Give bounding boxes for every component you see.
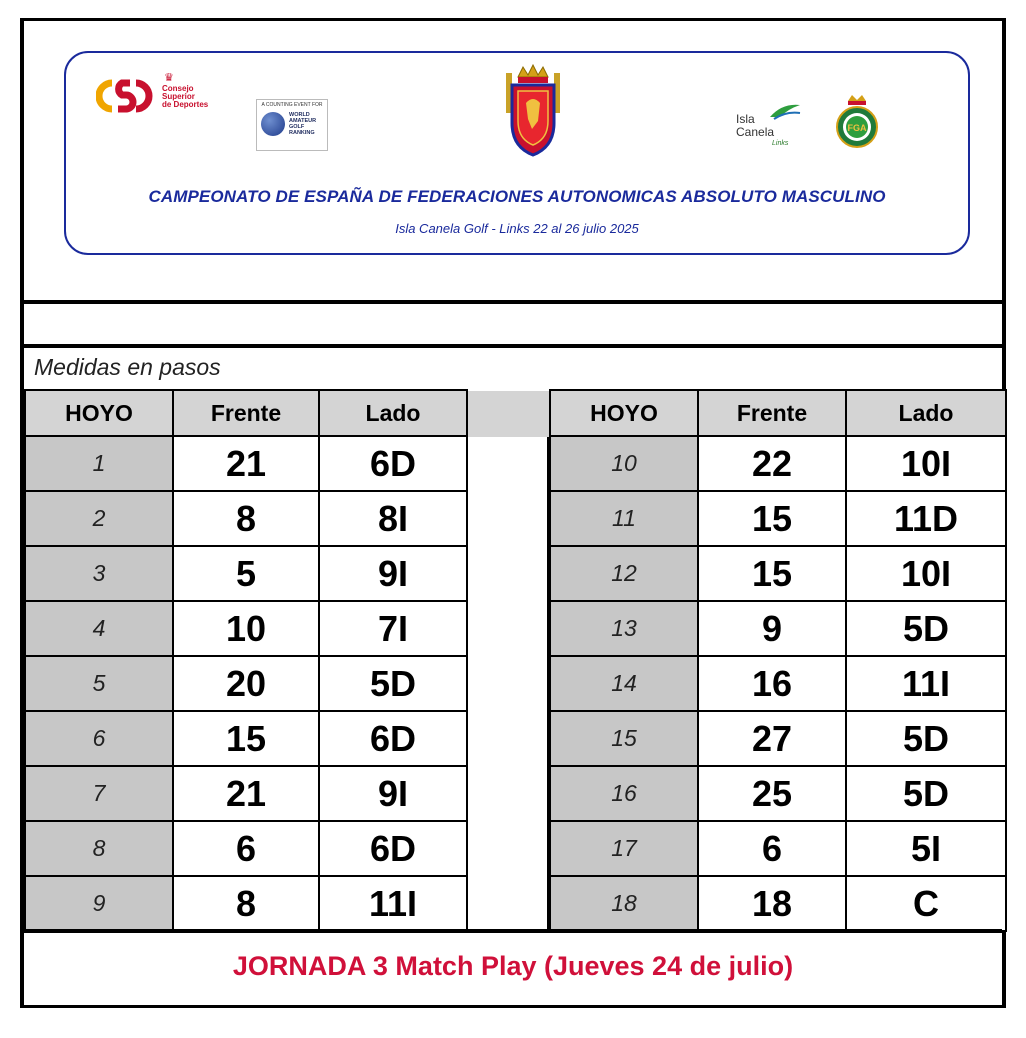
hole-number: 13 (550, 601, 698, 656)
hole-number: 17 (550, 821, 698, 876)
hole-number: 10 (550, 436, 698, 491)
hole-frente: 6 (173, 821, 319, 876)
hole-lado: 7I (319, 601, 467, 656)
hole-lado: C (846, 876, 1006, 931)
table-row (25, 436, 467, 491)
hole-lado: 11D (846, 491, 1006, 546)
isla-line1: Isla (736, 112, 755, 126)
federation-crest-icon (498, 63, 568, 159)
page-title: CAMPEONATO DE ESPAÑA DE FEDERACIONES AUTONOMICAS ABSOLUTO MASCULINO (148, 187, 886, 206)
csd-line1: Consejo (162, 84, 194, 93)
wagr-line3: GOLF (289, 124, 305, 130)
hole-lado: 5D (319, 656, 467, 711)
divider-top (24, 300, 1002, 304)
table-row (25, 491, 467, 546)
hole-lado: 6D (319, 711, 467, 766)
hole-lado: 9I (319, 546, 467, 601)
fga-crest-icon (832, 93, 882, 151)
table-row (25, 601, 467, 656)
hole-number: 4 (25, 601, 173, 656)
hole-number: 14 (550, 656, 698, 711)
golf-ball-icon (261, 112, 285, 136)
hole-frente: 21 (173, 766, 319, 821)
wagr-line1: WORLD (289, 112, 310, 118)
table-row (550, 601, 1006, 656)
wagr-line4: RANKING (289, 130, 315, 136)
hole-number: 7 (25, 766, 173, 821)
wagr-logo (256, 99, 328, 151)
holes-table-back (549, 389, 1007, 932)
table-row (550, 491, 1006, 546)
hole-number: 16 (550, 766, 698, 821)
col-frente: Frente (173, 390, 319, 436)
table-row (550, 711, 1006, 766)
hole-frente: 5 (173, 546, 319, 601)
units-note: Medidas en pasos (34, 354, 221, 380)
hole-frente: 15 (698, 491, 846, 546)
hole-frente: 15 (698, 546, 846, 601)
col-hoyo: HOYO (25, 390, 173, 436)
hole-lado: 5D (846, 601, 1006, 656)
wagr-top: A COUNTING EVENT FOR (261, 102, 323, 108)
isla-canela-logo (732, 99, 804, 151)
hole-frente: 21 (173, 436, 319, 491)
hole-frente: 10 (173, 601, 319, 656)
holes-table-front (24, 389, 468, 932)
table-row (25, 821, 467, 876)
hole-number: 9 (25, 876, 173, 931)
table-row (25, 876, 467, 931)
hole-number: 18 (550, 876, 698, 931)
federation-crest-logo (498, 63, 568, 159)
csd-line3: de Deportes (162, 100, 209, 109)
table-row (550, 876, 1006, 931)
table-row (550, 436, 1006, 491)
hole-number: 5 (25, 656, 173, 711)
hole-frente: 8 (173, 876, 319, 931)
csd-line2: Superior (162, 92, 195, 101)
isla-line2: Canela (736, 125, 775, 139)
table-row (25, 711, 467, 766)
hole-lado: 11I (846, 656, 1006, 711)
col-lado: Lado (319, 390, 467, 436)
table-row (550, 656, 1006, 711)
csd-mark-icon (96, 79, 158, 113)
table-row (25, 546, 467, 601)
divider-mid (24, 344, 1002, 348)
hole-frente: 18 (698, 876, 846, 931)
hole-lado: 9I (319, 766, 467, 821)
gap-column (466, 437, 549, 931)
hole-frente: 15 (173, 711, 319, 766)
hole-frente: 8 (173, 491, 319, 546)
table-row (25, 656, 467, 711)
col-frente: Frente (698, 390, 846, 436)
hole-number: 11 (550, 491, 698, 546)
hole-frente: 16 (698, 656, 846, 711)
hole-frente: 9 (698, 601, 846, 656)
hole-lado: 5D (846, 766, 1006, 821)
hole-lado: 5D (846, 711, 1006, 766)
hole-frente: 25 (698, 766, 846, 821)
table-row (550, 546, 1006, 601)
hole-number: 3 (25, 546, 173, 601)
table-header-row (25, 390, 467, 436)
isla-line3: Links (772, 140, 789, 147)
wave-icon (768, 101, 802, 121)
page-subtitle: Isla Canela Golf - Links 22 al 26 julio 2025 (395, 221, 639, 236)
gap-header (466, 391, 549, 437)
table-header-row (550, 390, 1006, 436)
hole-frente: 27 (698, 711, 846, 766)
fga-logo (832, 93, 882, 151)
hole-number: 8 (25, 821, 173, 876)
hole-lado: 8I (319, 491, 467, 546)
divider-bottom (24, 929, 1002, 933)
hole-number: 15 (550, 711, 698, 766)
hole-number: 2 (25, 491, 173, 546)
hole-lado: 6D (319, 436, 467, 491)
hole-number: 6 (25, 711, 173, 766)
hole-lado: 5I (846, 821, 1006, 876)
csd-logo (96, 73, 236, 121)
hole-lado: 6D (319, 821, 467, 876)
wagr-line2: AMATEUR (289, 118, 317, 124)
hole-frente: 6 (698, 821, 846, 876)
hole-number: 12 (550, 546, 698, 601)
table-row (25, 766, 467, 821)
pin-sheet (20, 18, 1006, 1008)
fga-text: FGA (847, 123, 867, 133)
hole-lado: 11I (319, 876, 467, 931)
table-row (550, 766, 1006, 821)
hole-frente: 22 (698, 436, 846, 491)
hole-lado: 10I (846, 546, 1006, 601)
hole-frente: 20 (173, 656, 319, 711)
round-footer: JORNADA 3 Match Play (Jueves 24 de julio) (232, 951, 794, 981)
hole-number: 1 (25, 436, 173, 491)
crown-icon: ♛ (164, 72, 174, 84)
col-hoyo: HOYO (550, 390, 698, 436)
col-lado: Lado (846, 390, 1006, 436)
hole-lado: 10I (846, 436, 1006, 491)
table-row (550, 821, 1006, 876)
